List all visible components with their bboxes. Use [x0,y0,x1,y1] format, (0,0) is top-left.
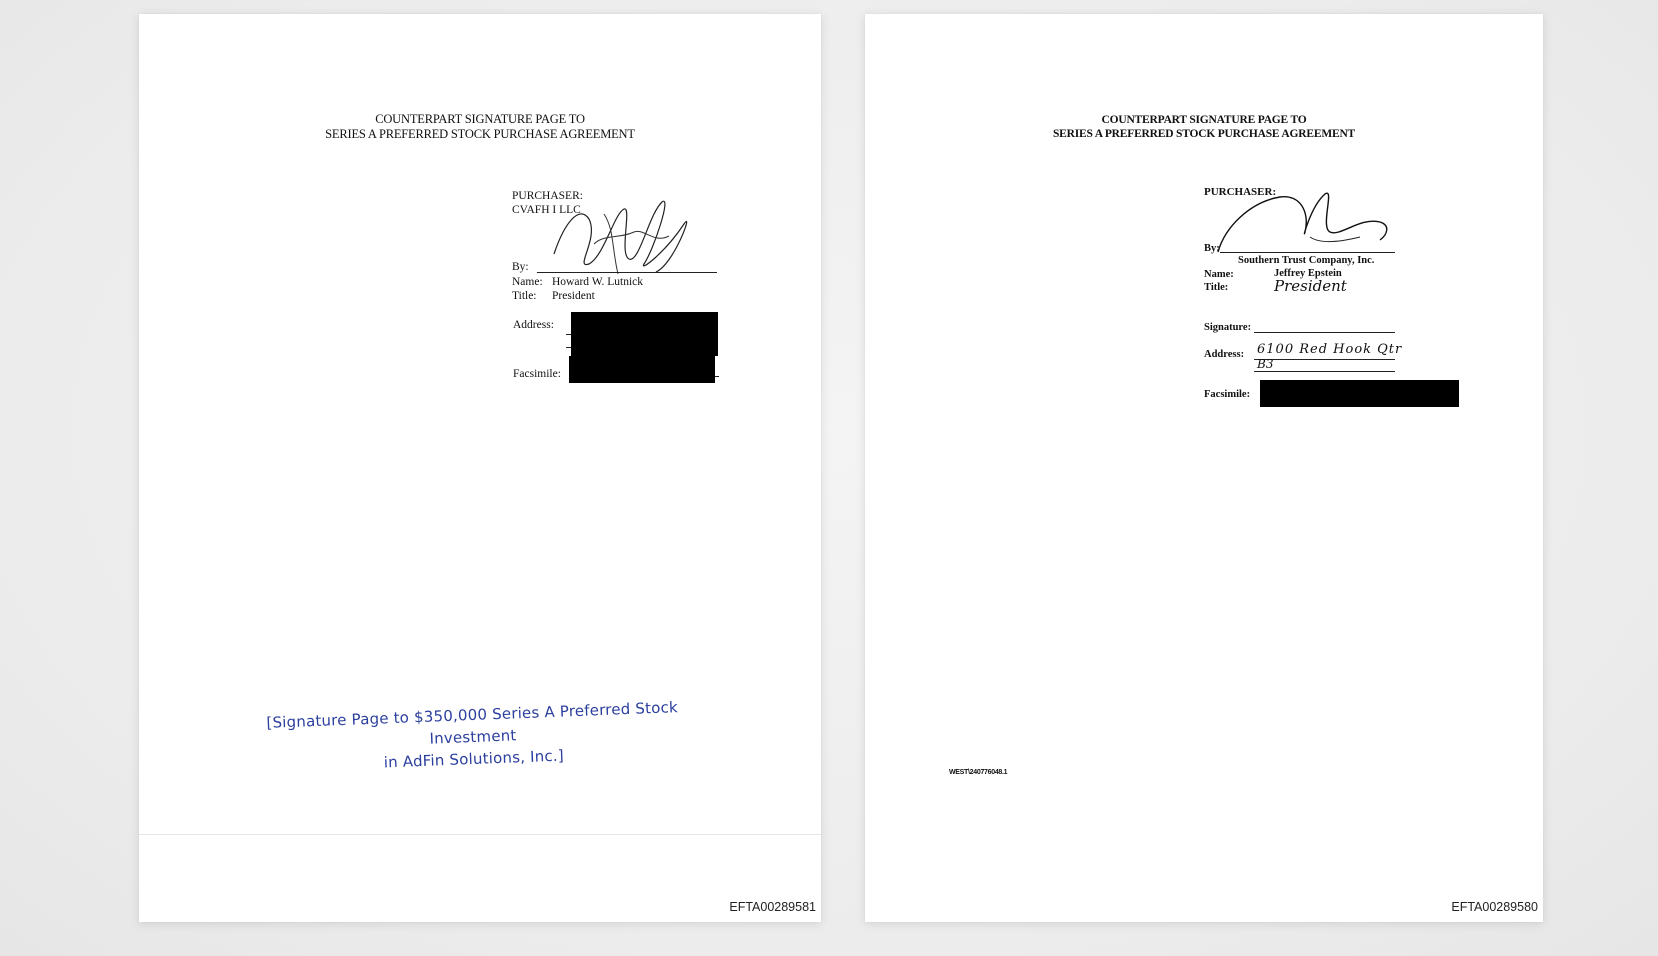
redaction-box-facsimile [1260,380,1459,407]
document-page-right [865,14,1543,922]
by-label: By: [1204,243,1220,254]
facsimile-label: Facsimile: [1204,389,1251,400]
title-label: Title: [1204,282,1229,293]
name-value: Howard W. Lutnick [552,276,644,288]
page-title-line1: COUNTERPART SIGNATURE PAGE TO [375,112,585,126]
title-value-handwritten: President [1274,277,1347,295]
handwritten-note-line2: in AdFin Solutions, Inc.] [383,746,565,772]
by-signature-line [1220,252,1395,253]
address-line-1 [1254,359,1395,360]
handwritten-note-line1: [Signature Page to $350,000 Series A Preferred Stock Investment [266,698,679,748]
purchaser-entity: CVAFH I LLC [512,204,581,216]
address-line2-handwritten: B3 [1257,357,1274,371]
signature-line [1254,332,1395,333]
page-title-line2: SERIES A PREFERRED STOCK PURCHASE AGREEMENT [325,127,635,141]
address-label: Address: [1204,349,1245,360]
document-id: EFTA00289581 [729,900,816,914]
title-value: President [552,290,595,302]
page-title-line2: SERIES A PREFERRED STOCK PURCHASE AGREEMENT [1052,128,1356,140]
redaction-box-address [571,312,718,356]
name-value: Jeffrey Epstein [1274,268,1342,279]
by-signature-line [537,272,717,273]
address-line1-handwritten: 6100 Red Hook Qtr [1257,342,1403,357]
title-label: Title: [512,290,537,302]
facsimile-label: Facsimile: [513,368,561,380]
footer-divider [139,834,821,835]
address-label: Address: [513,319,554,331]
entity-name: Southern Trust Company, Inc. [1238,255,1375,266]
signature-label: Signature: [1204,322,1252,333]
name-label: Name: [512,276,543,288]
purchaser-label: PURCHASER: [512,190,583,202]
document-page-left [139,14,821,922]
name-label: Name: [1204,269,1234,280]
footer-code: WEST\240776048.1 [949,769,1008,776]
by-label: By: [512,261,529,273]
document-id: EFTA00289580 [1451,900,1538,914]
handwritten-signature-epstein [1210,182,1400,262]
handwritten-signature-lutnick [544,194,704,284]
redaction-box-facsimile [569,356,715,383]
page-title-line1: COUNTERPART SIGNATURE PAGE TO [1101,114,1307,126]
handwritten-note [222,694,724,779]
address-line-2 [1254,371,1395,372]
purchaser-label: PURCHASER: [1204,186,1277,198]
